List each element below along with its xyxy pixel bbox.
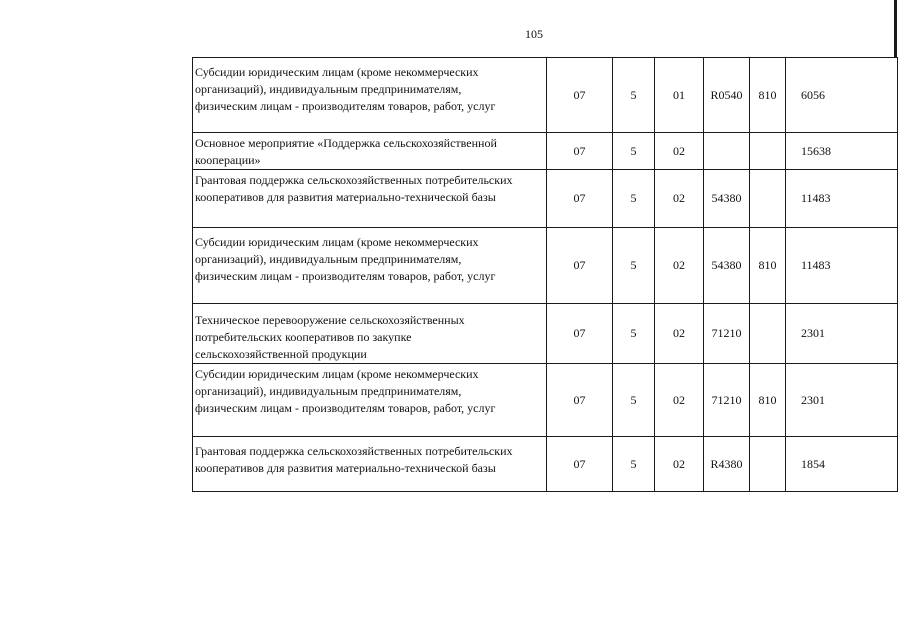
- row-name-line: физическим лицам - производителям товаров, работ, услуг: [195, 99, 496, 113]
- row-name-line: Техническое перевооружение сельскохозяйственных: [195, 313, 465, 327]
- program-code-cell: 5: [613, 364, 655, 437]
- program-code-cell: 5: [613, 58, 655, 133]
- row-name-line: кооперации»: [195, 153, 261, 167]
- amount-cell: 11483: [786, 228, 898, 304]
- table-row: [193, 228, 898, 304]
- section-code-cell: 07: [547, 58, 613, 133]
- section-code-cell: 07: [547, 304, 613, 364]
- amount-cell: 2301: [786, 364, 898, 437]
- page-number: 105: [525, 27, 543, 41]
- program-code-cell: 5: [613, 304, 655, 364]
- section-code-cell: 07: [547, 170, 613, 228]
- section-code-cell: 07: [547, 364, 613, 437]
- row-name-line: Субсидии юридическим лицам (кроме некоммерческих: [195, 235, 479, 249]
- subprogram-code-cell: 02: [655, 170, 704, 228]
- table-row: [193, 58, 898, 133]
- expense-type-cell: 810: [750, 364, 786, 437]
- scan-edge-mark: [894, 0, 897, 58]
- direction-code-cell: R4380: [704, 437, 750, 492]
- direction-code-cell: R0540: [704, 58, 750, 133]
- table-row: [193, 133, 898, 170]
- row-name-cell: [193, 364, 547, 437]
- row-name-line: Основное мероприятие «Поддержка сельскохозяйственной: [195, 136, 497, 150]
- amount-cell: 6056: [786, 58, 898, 133]
- direction-code-cell: [704, 133, 750, 170]
- row-name-line: сельскохозяйственной продукции: [195, 347, 367, 361]
- budget-table: [192, 57, 898, 492]
- section-code-cell: 07: [547, 133, 613, 170]
- direction-code-cell: 71210: [704, 364, 750, 437]
- row-name-line: организаций), индивидуальным предпринимателям,: [195, 252, 462, 266]
- expense-type-cell: [750, 133, 786, 170]
- direction-code-cell: 54380: [704, 228, 750, 304]
- row-name-cell: [193, 437, 547, 492]
- amount-cell: 1854: [786, 437, 898, 492]
- table-row: [193, 170, 898, 228]
- row-name-line: организаций), индивидуальным предпринимателям,: [195, 384, 462, 398]
- row-name-line: кооперативов для развития материально-технической базы: [195, 461, 496, 475]
- expense-type-cell: 810: [750, 58, 786, 133]
- row-name-line: кооперативов для развития материально-технической базы: [195, 190, 496, 204]
- row-name-cell: [193, 228, 547, 304]
- row-name-line: Грантовая поддержка сельскохозяйственных потребительских: [195, 173, 513, 187]
- row-name-line: физическим лицам - производителям товаров, работ, услуг: [195, 401, 496, 415]
- row-name-cell: [193, 304, 547, 364]
- row-name-cell: [193, 170, 547, 228]
- section-code-cell: 07: [547, 437, 613, 492]
- row-name-line: Грантовая поддержка сельскохозяйственных потребительских: [195, 444, 513, 458]
- direction-code-cell: 71210: [704, 304, 750, 364]
- row-name-line: физическим лицам - производителям товаров, работ, услуг: [195, 269, 496, 283]
- row-name-line: Субсидии юридическим лицам (кроме некоммерческих: [195, 367, 479, 381]
- subprogram-code-cell: 02: [655, 437, 704, 492]
- subprogram-code-cell: 02: [655, 364, 704, 437]
- program-code-cell: 5: [613, 437, 655, 492]
- amount-cell: 15638: [786, 133, 898, 170]
- program-code-cell: 5: [613, 228, 655, 304]
- amount-cell: 2301: [786, 304, 898, 364]
- expense-type-cell: [750, 437, 786, 492]
- program-code-cell: 5: [613, 133, 655, 170]
- expense-type-cell: [750, 304, 786, 364]
- amount-cell: 11483: [786, 170, 898, 228]
- row-name-cell: [193, 133, 547, 170]
- section-code-cell: 07: [547, 228, 613, 304]
- table-row: [193, 304, 898, 364]
- row-name-line: потребительских кооперативов по закупке: [195, 330, 412, 344]
- table-row: [193, 364, 898, 437]
- subprogram-code-cell: 02: [655, 228, 704, 304]
- row-name-line: организаций), индивидуальным предпринимателям,: [195, 82, 462, 96]
- subprogram-code-cell: 02: [655, 133, 704, 170]
- subprogram-code-cell: 01: [655, 58, 704, 133]
- expense-type-cell: 810: [750, 228, 786, 304]
- row-name-line: Субсидии юридическим лицам (кроме некоммерческих: [195, 65, 479, 79]
- program-code-cell: 5: [613, 170, 655, 228]
- direction-code-cell: 54380: [704, 170, 750, 228]
- subprogram-code-cell: 02: [655, 304, 704, 364]
- expense-type-cell: [750, 170, 786, 228]
- row-name-cell: [193, 58, 547, 133]
- table-row: [193, 437, 898, 492]
